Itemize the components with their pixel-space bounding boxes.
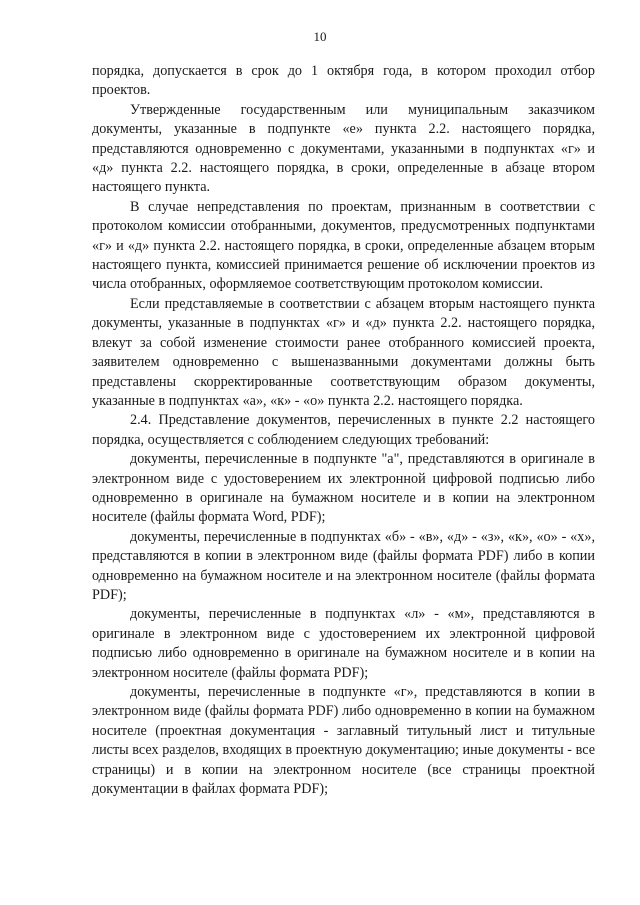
page-number: 10 <box>313 29 327 44</box>
paragraph-1: порядка, допускается в срок до 1 октября года, в котором проходил отбор проектов. <box>92 63 595 99</box>
paragraph-4: Если представляемые в соответствии с абзацем вторым настоящего пункта документы, указанные в подпунктах «г» и «д» пункта 2.2. настоящего порядка, влекут за собой изменение стоимости ранее отобранного комиссией проекта, заявителем одновременно с вышеназванными документами должны быть представлены скорректированные соответствующим образом документы, указанные в подпунктах «а», «к» - «о» пункта 2.2. настоящего порядка. <box>92 295 595 409</box>
paragraph-9: документы, перечисленные в подпункте «г», представляются в копии в электронном виде (файлы формата PDF) либо одновременно в копии на бумажном носителе (проектная документация - заглавный титульный лист и титульные листы всех разделов, входящих в проектную документацию; иные документы - все страницы) и в копии на электронном носителе (все страницы проектной документации в файлах формата PDF); <box>92 684 595 798</box>
paragraph-2: Утвержденные государственным или муниципальным заказчиком документы, указанные в подпункте «е» пункта 2.2. настоящего порядка, представляются одновременно с документами, указанными в подпунктах «г» и «д» пункта 2.2. настоящего порядка, в сроки, определенные в абзаце втором настоящего пункта. <box>92 101 595 196</box>
paragraph-6: документы, перечисленные в подпункте "а", представляются в оригинале в электронном виде с удостоверением их электронной цифровой подписью либо одновременно в оригинале на бумажном носителе и в копии на электронном носителе (файлы формата Word, PDF); <box>92 451 595 526</box>
document-body <box>92 62 595 799</box>
paragraph-5-section-2-4: 2.4. Представление документов, перечисленных в пункте 2.2 настоящего порядка, осуществляется с соблюдением следующих требований: <box>92 412 595 448</box>
paragraph-3: В случае непредставления по проектам, признанным в соответствии с протоколом комиссии отобранными, документов, предусмотренных подпунктами «г» и «д» пункта 2.2. настоящего порядка, в сроки, определенные абзацем вторым настоящего пункта, комиссией принимается решение об исключении проектов из числа отобранных, оформляемое соответствующим протоколом комиссии. <box>92 198 595 293</box>
paragraph-8: документы, перечисленные в подпунктах «л» - «м», представляются в оригинале в электронном виде с удостоверением их электронной цифровой подписью либо одновременно в оригинале на бумажном носителе и в копии на электронном носителе (файлы формата PDF); <box>92 606 595 681</box>
paragraph-7: документы, перечисленные в подпунктах «б» - «в», «д» - «з», «к», «о» - «х», представляются в копии в электронном виде (файлы формата PDF) либо в копии одновременно на бумажном носителе и на электронном носителе (файлы формата PDF); <box>92 528 595 603</box>
